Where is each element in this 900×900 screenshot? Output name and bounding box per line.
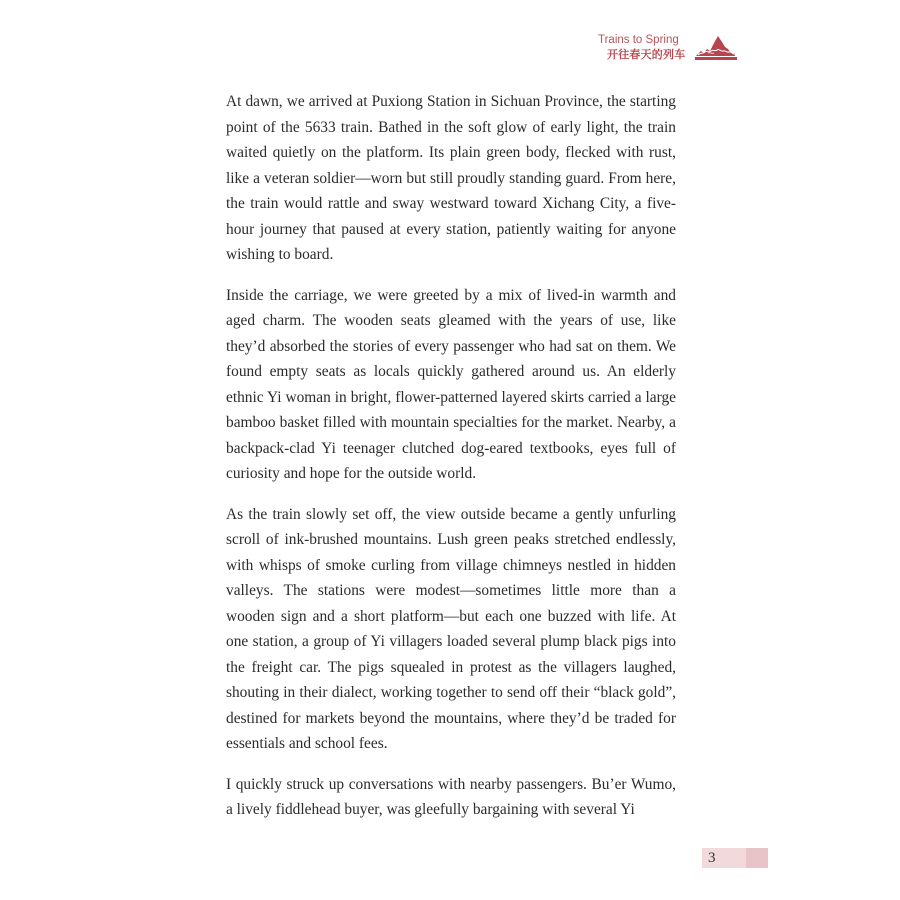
running-header [598,33,738,65]
paragraph: As the train slowly set off, the view outside became a gently unfurling scroll of ink-brushed mountains. Lush green peaks stretched endlessly, with whisps of smoke curling from village chimneys nestled in hidden valleys. The stations were modest—sometimes little more than a wooden sign and a short platform—but each one buzzed with life. At one station, a group of Yi villagers loaded several plump black pigs into the freight car. The pigs squealed in protest as the villagers laughed, shouting in their dialect, working together to send off their “black gold”, destined for markets beyond the mountains, where they’d be traded for essentials and school fees. [226,505,676,752]
paragraph: I quickly struck up conversations with nearby passengers. Bu’er Wumo, a lively fiddlehead buyer, was gleefully bargaining with several Yi [226,775,676,818]
paragraph: At dawn, we arrived at Puxiong Station in Sichuan Province, the starting point of the 5633 train. Bathed in the soft glow of early light, the train waited quietly on the platform. Its plain green body, flecked with rust, like a veteran soldier—worn but still proudly standing guard. From here, the train would rattle and sway westward toward Xichang City, a five-hour journey that paused at every station, patiently waiting for anyone wishing to board. [226,93,676,263]
page-number-badge [702,848,768,868]
book-title-english: Trains to Spring [598,34,679,46]
mountain-icon [695,34,737,62]
page-number: 3 [708,850,716,866]
book-title-chinese: 开往春天的列车 [607,48,686,61]
page-body-text [226,89,676,823]
page-number-tab [702,848,746,868]
paragraph: Inside the carriage, we were greeted by a mix of lived-in warmth and aged charm. The wooden seats gleamed with the years of use, like they’d absorbed the stories of every passenger who had sat on them. We found empty seats as locals quickly gathered around us. An elderly ethnic Yi woman in bright, flower-patterned layered skirts carried a large bamboo basket filled with mountain specialties for the market. Nearby, a backpack-clad Yi teenager clutched dog-eared textbooks, eyes full of curiosity and hope for the outside world. [226,286,676,482]
page-number-accent [746,848,768,868]
